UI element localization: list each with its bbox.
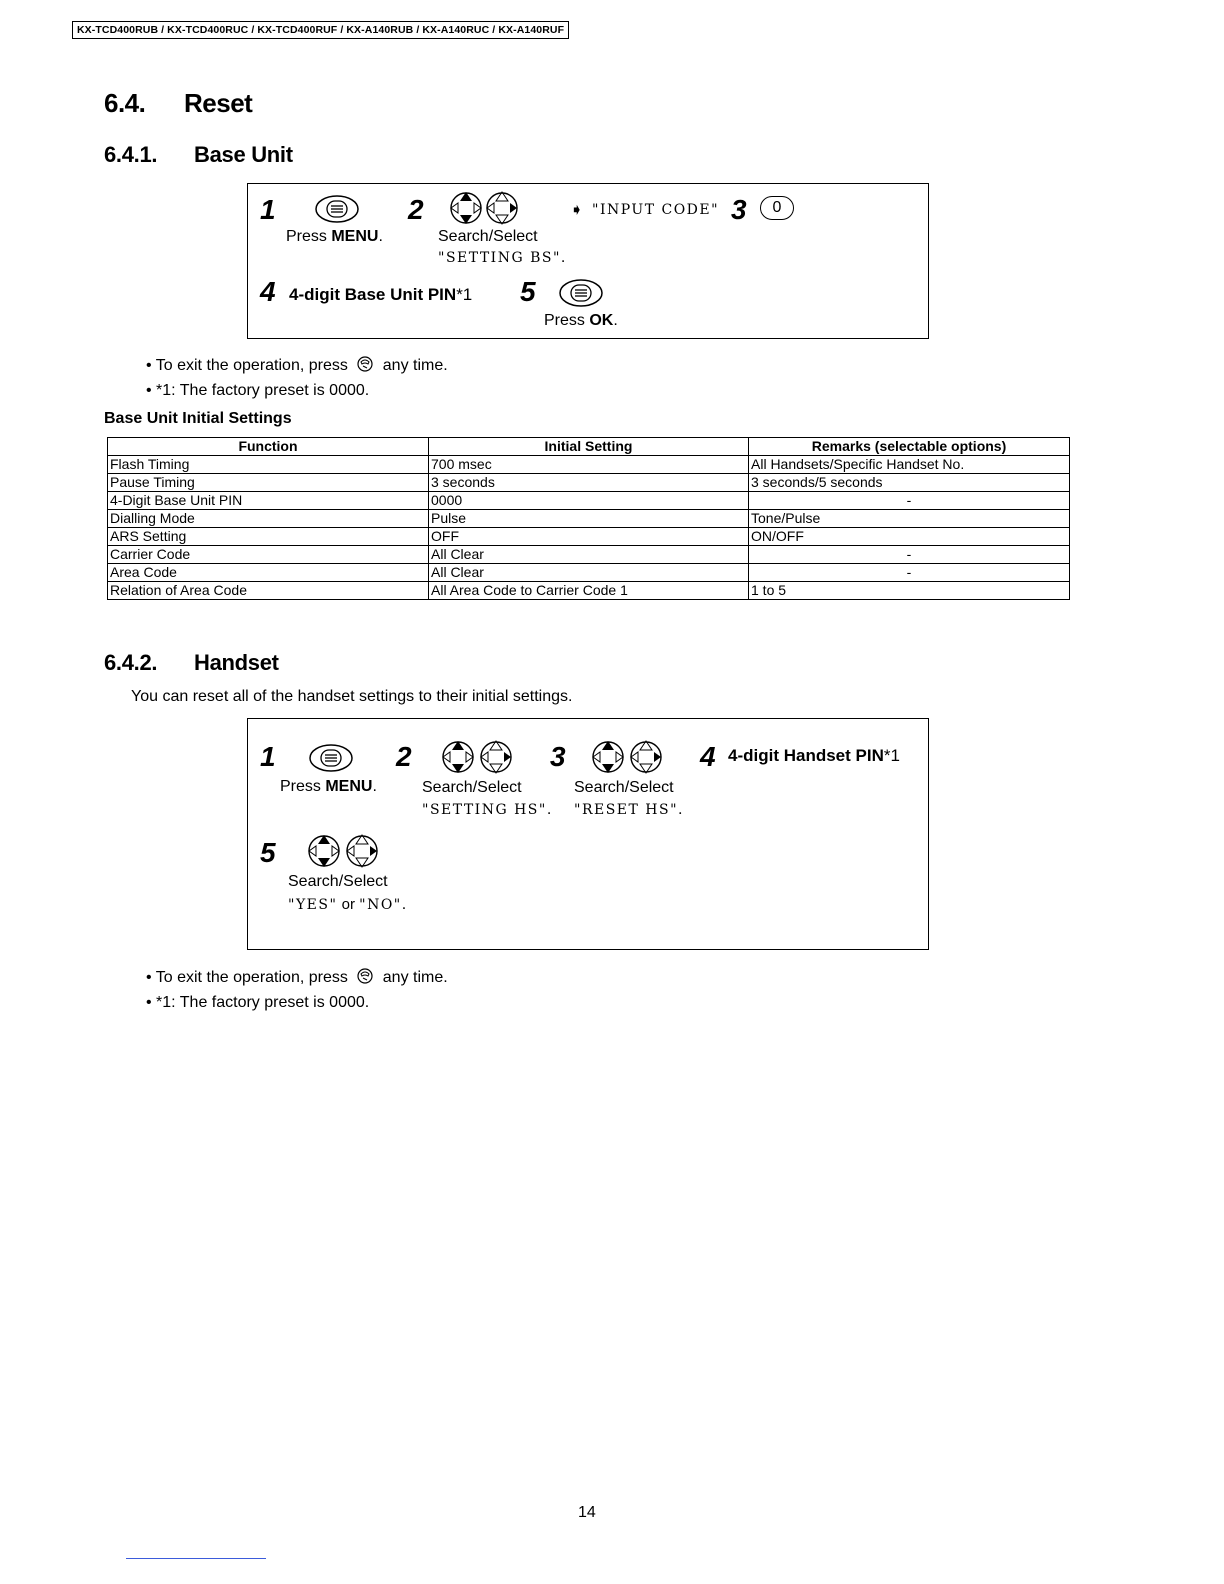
table-cell: ON/OFF (749, 528, 1070, 546)
base-unit-procedure-box (247, 183, 929, 339)
table-cell: Carrier Code (108, 546, 429, 564)
table-cell: All Clear (429, 546, 749, 564)
table-cell: Pulse (429, 510, 749, 528)
table-cell: All Clear (429, 564, 749, 582)
navigator-right-icon (484, 190, 520, 231)
table-cell: ARS Setting (108, 528, 429, 546)
table-row (108, 546, 1070, 564)
step-4-label: 4-digit Base Unit PIN*1 (289, 285, 473, 304)
table-row (108, 456, 1070, 474)
table-cell: Flash Timing (108, 456, 429, 474)
section-title: Reset (184, 88, 253, 118)
subsection-title: Handset (194, 650, 279, 675)
menu-key-icon (314, 194, 360, 229)
step-2-label: Search/Select (422, 779, 522, 796)
step-5-number: 5 (260, 837, 275, 868)
subsection-number: 6.4.1. (104, 142, 158, 167)
navigator-right-icon (478, 739, 514, 780)
table-cell: All Area Code to Carrier Code 1 (429, 582, 749, 600)
step-4-number: 4 (260, 276, 275, 307)
step-2-label: Search/Select (438, 228, 538, 245)
input-code-display: "INPUT CODE" (592, 202, 720, 218)
navigator-up-down-icon (448, 190, 484, 231)
table-cell: All Handsets/Specific Handset No. (749, 456, 1070, 474)
table-cell: - (749, 492, 1070, 510)
zero-key-icon: 0 (760, 196, 794, 220)
table-cell: 3 seconds (429, 474, 749, 492)
step-1-number: 1 (260, 741, 275, 772)
subsection-title: Base Unit (194, 142, 293, 167)
step-3-label: Search/Select (574, 779, 674, 796)
factory-note: • *1: The factory preset is 0000. (146, 994, 370, 1011)
ok-key-icon (558, 278, 604, 313)
table-cell: 1 to 5 (749, 582, 1070, 600)
table-row (108, 492, 1070, 510)
arrow-icon: ➧ (570, 202, 584, 219)
table-cell: 4-Digit Base Unit PIN (108, 492, 429, 510)
step-5-label: Press OK. (544, 312, 618, 329)
handset-intro: You can reset all of the handset settings to their initial settings. (131, 688, 573, 705)
section-number: 6.4. (104, 88, 146, 118)
table-cell: Dialling Mode (108, 510, 429, 528)
table-cell: OFF (429, 528, 749, 546)
table-cell: 3 seconds/5 seconds (749, 474, 1070, 492)
table-cell: - (749, 564, 1070, 582)
table-title: Base Unit Initial Settings (104, 410, 292, 427)
table-row (108, 474, 1070, 492)
table-cell: Relation of Area Code (108, 582, 429, 600)
table-row (108, 510, 1070, 528)
table-row (108, 564, 1070, 582)
column-header: Function (108, 438, 429, 456)
subsection-number: 6.4.2. (104, 650, 158, 675)
off-key-icon (356, 355, 374, 373)
base-unit-settings-table (107, 437, 1070, 600)
table-cell: Area Code (108, 564, 429, 582)
off-key-icon (356, 967, 374, 985)
navigator-up-down-icon (306, 833, 342, 874)
step-3-number: 3 (550, 741, 565, 772)
step-1-label: Press MENU. (286, 228, 383, 245)
handset-procedure-box (247, 718, 929, 950)
column-header: Remarks (selectable options) (749, 438, 1070, 456)
menu-key-icon (308, 743, 354, 778)
navigator-up-down-icon (440, 739, 476, 780)
step-1-number: 1 (260, 194, 275, 225)
table-row (108, 582, 1070, 600)
step-3-value: "RESET HS". (574, 802, 684, 818)
step-4-label: 4-digit Handset PIN*1 (728, 746, 900, 765)
factory-note: • *1: The factory preset is 0000. (146, 382, 370, 399)
step-4-number: 4 (700, 741, 715, 772)
exit-note: • To exit the operation, press any time. (146, 969, 448, 986)
table-header-row (108, 438, 1070, 456)
step-2-value: "SETTING HS". (422, 802, 553, 818)
column-header: Initial Setting (429, 438, 749, 456)
step-2-number: 2 (396, 741, 411, 772)
footer-rule (126, 1558, 266, 1559)
step-5-number: 5 (520, 276, 535, 307)
table-row (108, 528, 1070, 546)
table-cell: 0000 (429, 492, 749, 510)
table-cell: Tone/Pulse (749, 510, 1070, 528)
page-number: 14 (578, 1504, 596, 1521)
model-header: KX-TCD400RUB / KX-TCD400RUC / KX-TCD400RUF / KX-A140RUB / KX-A140RUC / KX-A140RUF (72, 21, 569, 39)
step-2-value: "SETTING BS". (438, 250, 567, 266)
table-cell: Pause Timing (108, 474, 429, 492)
step-5-label: Search/Select (288, 873, 388, 890)
navigator-right-icon (344, 833, 380, 874)
step-5-value: "YES" or "NO". (288, 896, 408, 913)
step-3-number: 3 (731, 194, 746, 225)
navigator-right-icon (628, 739, 664, 780)
exit-note: • To exit the operation, press any time. (146, 357, 448, 374)
step-1-label: Press MENU. (280, 778, 377, 795)
navigator-up-down-icon (590, 739, 626, 780)
table-cell: 700 msec (429, 456, 749, 474)
table-cell: - (749, 546, 1070, 564)
step-2-number: 2 (408, 194, 423, 225)
